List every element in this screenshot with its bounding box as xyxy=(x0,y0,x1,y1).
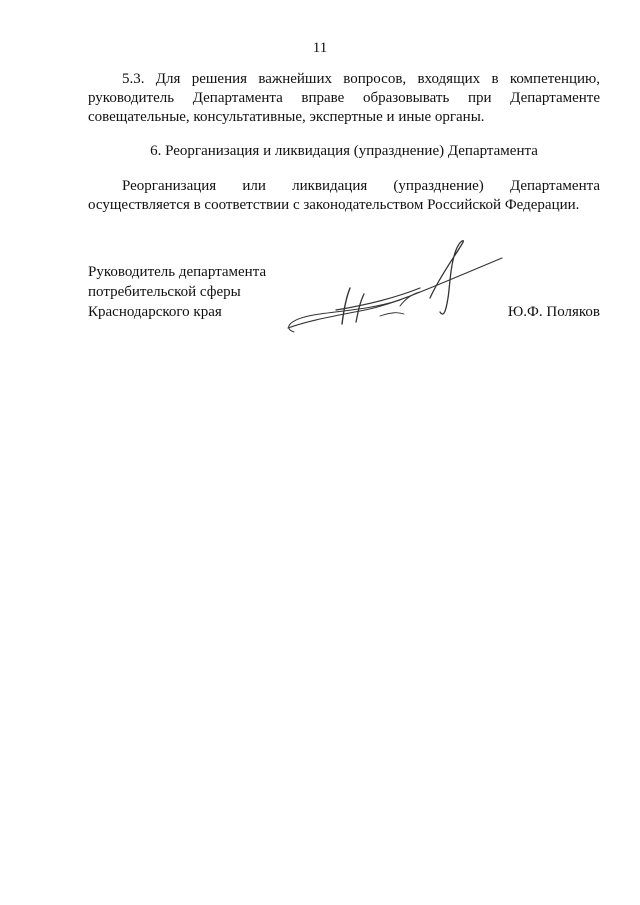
handwritten-signature xyxy=(280,236,510,346)
signer-title-line: Краснодарского края xyxy=(88,304,222,320)
paragraph-5-3: 5.3. Для решения важнейших вопросов, входящих в компетенцию, руководитель Департамента вправе образовывать при Департаменте совещательные, консультативные, экспертные и иные органы. xyxy=(88,71,600,125)
section-6-text: Реорганизация или ликвидация (упразднение) Департамента осуществляется в соответствии с законодательством Российской Федерации. xyxy=(88,178,600,213)
signer-name: Ю.Ф. Поляков xyxy=(507,304,600,320)
signer-title-line: потребительской сферы xyxy=(88,284,241,300)
signer-title-line: Руководитель департамента xyxy=(88,264,267,280)
page-number: 11 xyxy=(312,40,328,56)
section-6-heading: 6. Реорганизация и ликвидация (упразднение) Департамента xyxy=(150,143,538,159)
